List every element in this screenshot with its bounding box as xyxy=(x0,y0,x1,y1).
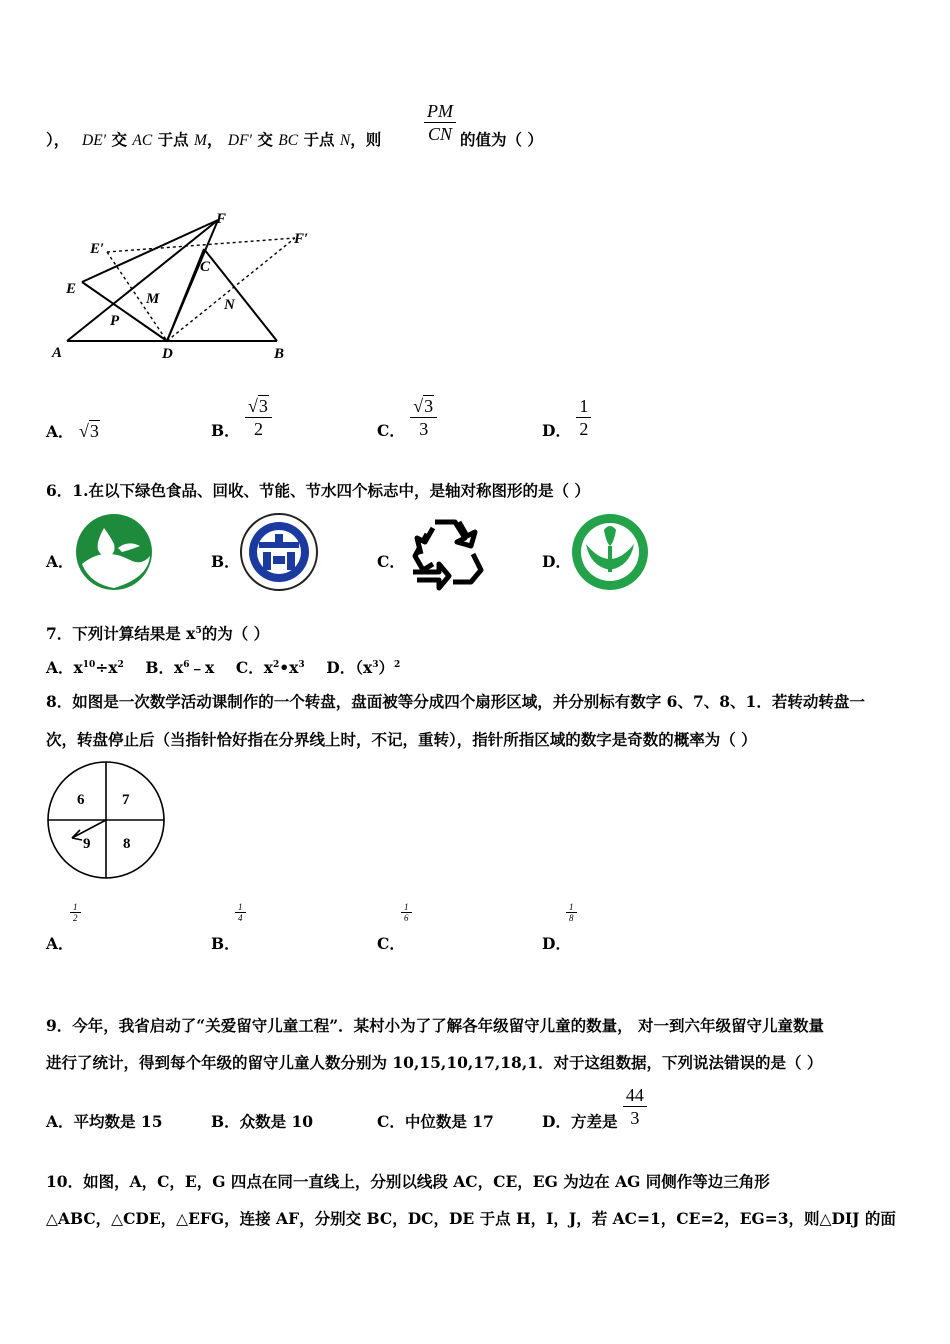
line-cb xyxy=(204,249,277,341)
q5-comma: ， xyxy=(206,130,223,149)
q9-option-d-num: 44 xyxy=(625,1085,644,1105)
q5-option-c-frac: $\frac{√3}{3}$ xyxy=(410,395,437,440)
q7-stem-sup: 5 xyxy=(195,625,202,636)
q9-option-d-den: 3 xyxy=(623,1106,647,1129)
q5-frac-num: PM xyxy=(427,101,453,121)
q9-option-b[interactable]: B．众数是 10 xyxy=(211,1112,314,1131)
q5-option-a[interactable] xyxy=(46,420,100,442)
q5-fraction xyxy=(424,100,456,145)
q8-stem-line1: 8．如图是一次数学活动课制作的一个转盘，盘面被等分成四个扇形区域，并分别标有数字 6、7、8、1．若转动转盘一 xyxy=(46,692,865,711)
recycle-logo-icon xyxy=(405,514,485,592)
q6-option-b-label: B． xyxy=(211,552,240,571)
q8-option-a-frac: $\frac{1}{2}$ xyxy=(70,902,81,923)
q5-frac-den: CN xyxy=(424,122,456,145)
q8-option-c-label: C． xyxy=(377,934,405,953)
label-F: F xyxy=(216,211,227,227)
q5-option-b[interactable] xyxy=(211,395,272,440)
q7-stem-b: 的为（ ） xyxy=(201,624,270,643)
line-df-prime xyxy=(167,238,295,341)
q5-option-b-num: 3 xyxy=(258,396,268,416)
q10-stem-line2: △ABC，△CDE，△EFG，连接 AF，分别交 BC，DC，DE 于点 H，I，J，若 AC=1，CE=2，EG=3，则△DIJ 的面 xyxy=(46,1209,896,1228)
q5-geometry-figure xyxy=(40,205,320,370)
spinner-number-8: 8 xyxy=(123,836,131,852)
q8-spinner-figure xyxy=(44,760,170,882)
q8-option-a-label: A． xyxy=(46,934,74,953)
q9-option-d-label: D．方差是 xyxy=(542,1112,618,1131)
label-M: M xyxy=(146,291,160,307)
q8-option-c-frac: $\frac{1}{6}$ xyxy=(401,902,412,923)
q5-option-d-label: D． xyxy=(542,421,571,440)
energy-saving-logo-icon xyxy=(239,512,319,592)
q5-option-a-label: A． xyxy=(46,422,74,441)
q5-option-a-value: √3 xyxy=(78,421,99,441)
q8-option-d-label: D． xyxy=(542,934,571,953)
q6-option-d-label: D． xyxy=(542,552,571,571)
q5-df: DF′ xyxy=(227,132,252,149)
q5-option-d-num: 1 xyxy=(579,396,589,416)
q6-option-a-label: A． xyxy=(46,552,74,571)
label-B: B xyxy=(274,346,285,362)
q5-option-a-rad: 3 xyxy=(89,421,99,441)
q5-n: N xyxy=(339,132,351,149)
label-E-prime: E′ xyxy=(90,241,105,257)
q5-jiao1: 交 xyxy=(111,130,127,149)
q5-ac: AC xyxy=(132,132,153,149)
q5-yudian1: 于点 xyxy=(157,130,189,149)
line-dc xyxy=(167,249,204,341)
spinner-number-6: 6 xyxy=(77,792,85,808)
label-D: D xyxy=(162,346,173,362)
q9-option-d-frac xyxy=(623,1084,647,1129)
q5-bc: BC xyxy=(278,132,299,149)
q5-prefix: ）， xyxy=(46,130,70,149)
q9-stem-line2: 进行了统计，得到每个年级的留守儿童人数分别为 10,15,10,17,18,1．对于这组数据，下列说法错误的是（ ） xyxy=(46,1053,823,1072)
q9-stem-line1: 9．今年，我省启动了“关爱留守儿童工程”．某村小为了了解各年级留守儿童的数量， 对一到六年级留守儿童数量 xyxy=(46,1016,825,1035)
q10-stem-line1: 10．如图，A，C，E，G 四点在同一直线上，分别以线段 AC，CE，EG 为边在 AG 同侧作等边三角形 xyxy=(46,1172,770,1191)
q9-option-a[interactable]: A．平均数是 15 xyxy=(46,1112,163,1131)
q7-stem xyxy=(46,622,269,644)
q5-yudian2: 于点 xyxy=(303,130,335,149)
label-C: C xyxy=(200,259,211,275)
q7-option-b[interactable]: B．$x^6﹣x$ xyxy=(145,658,215,677)
q5-jiao2: 交 xyxy=(257,130,273,149)
q5-option-c[interactable] xyxy=(377,395,437,440)
green-food-logo-icon xyxy=(570,512,650,592)
q9-option-d[interactable] xyxy=(542,1084,647,1129)
label-P: P xyxy=(110,313,120,329)
q5-option-d-frac xyxy=(576,395,591,440)
q5-option-d-den: 2 xyxy=(576,417,591,440)
label-N: N xyxy=(224,297,235,313)
q7-option-d[interactable]: D．$(x^3)^2$ xyxy=(326,658,401,677)
q8-option-b-frac: $\frac{1}{4}$ xyxy=(235,902,246,923)
label-F-prime: F′ xyxy=(294,231,309,247)
label-E: E xyxy=(66,281,77,297)
label-A: A xyxy=(52,345,63,361)
q5-de: DE′ xyxy=(82,132,107,149)
q5-option-c-label: C． xyxy=(377,421,405,440)
q7-options xyxy=(46,656,400,678)
spinner-number-9: 9 xyxy=(83,836,91,852)
line-ef-prime xyxy=(107,238,295,252)
q7-option-a[interactable]: A．$x^{10}\div x^2$ xyxy=(46,658,124,677)
q5-option-b-frac: $\frac{√3}{2}$ xyxy=(245,395,272,440)
spinner-number-7: 7 xyxy=(122,792,130,808)
q7-stem-a: 7．下列计算结果是 x xyxy=(46,624,196,643)
q6-stem: 6．1.在以下绿色食品、回收、节能、节水四个标志中，是轴对称图形的是（ ） xyxy=(46,481,590,500)
q5-option-b-den: 2 xyxy=(245,417,272,440)
q5-option-b-label: B． xyxy=(211,421,240,440)
q9-option-c[interactable]: C．中位数是 17 xyxy=(377,1112,494,1131)
q5-m: M xyxy=(194,132,207,149)
q8-option-d-frac: $\frac{1}{8}$ xyxy=(566,902,577,923)
q5-suffix: 的值为（ ） xyxy=(460,130,543,149)
q7-option-c[interactable]: C．$x^2•x^3$ xyxy=(235,658,305,677)
q6-option-c-label: C． xyxy=(377,552,405,571)
q5-option-c-num: 3 xyxy=(424,396,434,416)
q5-ze: ，则 xyxy=(350,130,382,149)
q5-option-c-den: 3 xyxy=(410,417,437,440)
water-saving-logo-icon xyxy=(74,512,154,592)
q5-option-d[interactable] xyxy=(542,395,591,440)
q8-stem-line2: 次，转盘停止后（当指针恰好指在分界线上时，不记，重转），指针所指区域的数字是奇数的概率为（ ） xyxy=(46,730,757,749)
q8-option-b-label: B． xyxy=(211,934,240,953)
